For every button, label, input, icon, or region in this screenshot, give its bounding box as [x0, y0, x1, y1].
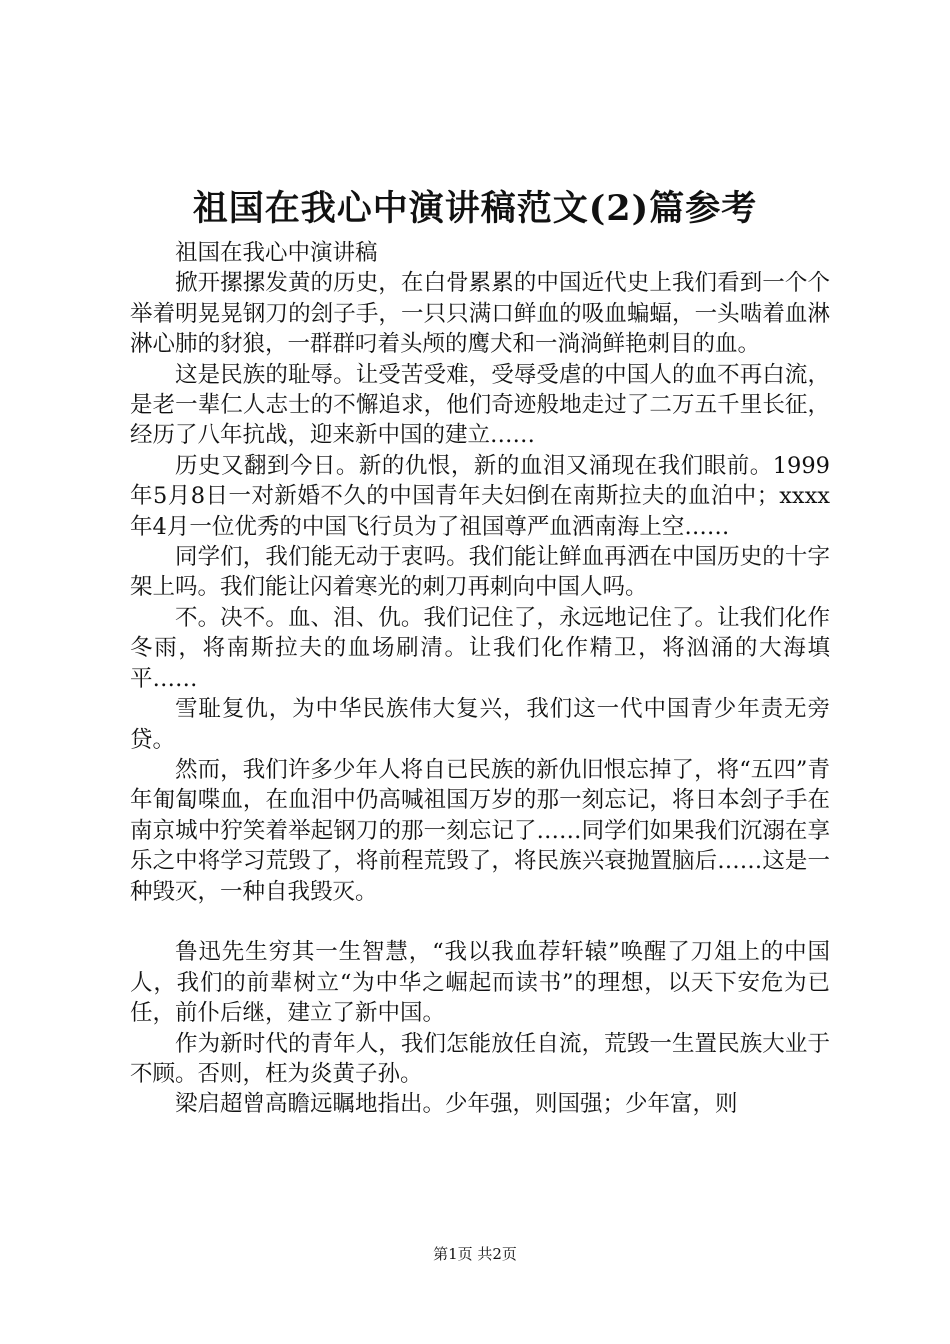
- body-paragraph-9: 作为新时代的青年人，我们怎能放任自流，荒毁一生置民族大业于不顾。否则，枉为炎黄子孙。: [130, 1030, 830, 1087]
- body-paragraph-5: 不。决不。血、泪、仇。我们记住了，永远地记住了。让我们化作冬雨，将南斯拉夫的血场刷清。让我们化作精卫，将汹涌的大海填平……: [130, 604, 830, 692]
- body-paragraph-3: 历史又翻到今日。新的仇恨，新的血泪又涌现在我们眼前。1999年5月8日一对新婚不久的中国青年夫妇倒在南斯拉夫的血泊中；xxxx年4月一位优秀的中国飞行员为了祖国尊严血洒南海上空……: [130, 452, 830, 540]
- body-paragraph-6: 雪耻复仇，为中华民族伟大复兴，我们这一代中国青少年责无旁贷。: [130, 696, 830, 753]
- body-paragraph-4: 同学们，我们能无动于衷吗。我们能让鲜血再洒在中国历史的十字架上吗。我们能让闪着寒光的刺刀再刺向中国人吗。: [130, 544, 830, 601]
- body-paragraph-8: 鲁迅先生穷其一生智慧，“我以我血荐轩辕”唤醒了刀俎上的中国人，我们的前辈树立“为中华之崛起而读书”的理想，以天下安危为已任，前仆后继，建立了新中国。: [130, 939, 830, 1027]
- body-paragraph-10: 梁启超曾高瞻远瞩地指出。少年强，则国强；少年富，则: [175, 1091, 738, 1118]
- body-paragraph-1: 掀开摞摞发黄的历史，在白骨累累的中国近代史上我们看到一个个举着明晃晃钢刀的刽子手，一只只满口鲜血的吸血蝙蝠，一头啮着血淋淋心肺的豺狼，一群群叼着头颅的鹰犬和一淌淌鲜艳刺目的血。: [130, 270, 830, 358]
- speech-subtitle: 祖国在我心中演讲稿: [175, 240, 378, 266]
- page-number-footer: 第1页 共2页: [433, 1245, 517, 1263]
- document-body: [130, 238, 830, 1120]
- body-paragraph-2: 这是民族的耻辱。让受苦受难，受辱受虐的中国人的血不再白流，是老一辈仁人志士的不懈追求，他们奇迹般地走过了二万五千里长征，经历了八年抗战，迎来新中国的建立……: [130, 361, 830, 449]
- body-paragraph-7: 然而，我们许多少年人将自已民族的新仇旧恨忘掉了，将“五四”青年匍匐喋血，在血泪中仍高喊祖国万岁的那一刻忘记，将日本刽子手在南京城中狞笑着举起钢刀的那一刻忘记了……同学们如果我们沉溺在享乐之中将学习荒毁了，将前程荒毁了，将民族兴衰抛置脑后……这是一种毁灭，一种自我毁灭。: [130, 756, 830, 905]
- document-title: 祖国在我心中演讲稿范文(2)篇参考: [192, 188, 758, 229]
